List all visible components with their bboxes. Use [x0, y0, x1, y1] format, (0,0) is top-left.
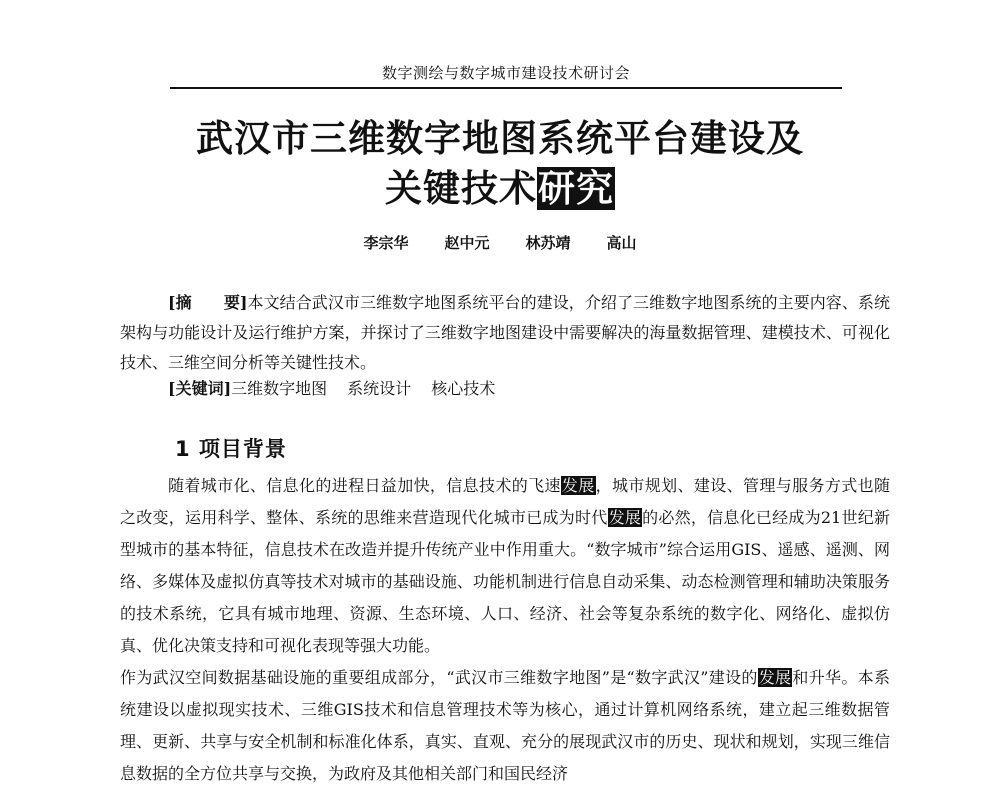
keywords-label: [关键词]: [168, 379, 232, 398]
text-run: 作为武汉空间数据基础设施的重要组成部分，“武汉市三维数字地图”是“数字武汉”建设的: [120, 668, 758, 687]
section-heading: 1 项目背景: [175, 437, 287, 461]
body-paragraph: [120, 470, 890, 662]
journal-header: 数字测绘与数字城市建设技术研讨会: [381, 64, 630, 82]
keyword: 三维数字地图: [231, 379, 328, 398]
keyword: 核心技术: [431, 379, 496, 398]
author: 李宗华: [363, 234, 409, 252]
title-highlight: 研究: [538, 167, 614, 210]
highlighted-term: 发展: [758, 668, 792, 687]
author-list: [330, 232, 670, 253]
paper-title-line-1: 武汉市三维数字地图系统平台建设及: [196, 117, 804, 160]
abstract-label: [摘 要]: [168, 293, 248, 312]
body-paragraph: [120, 662, 890, 790]
keywords: [168, 376, 868, 399]
paper-title-line-2: [100, 158, 900, 212]
header-rule: [170, 87, 842, 89]
highlighted-term: 发展: [561, 476, 595, 495]
abstract: [120, 288, 890, 378]
keyword: 系统设计: [347, 379, 412, 398]
text-run: 随着城市化、信息化的进程日益加快，信息技术的飞速: [168, 476, 561, 495]
text-run: 的必然，信息化已经成为21世纪新型城市的基本特征，信息技术在改造并提升传统产业中作用重大。“数字城市”综合运用GIS、遥感、遥测、网络、多媒体及虚拟仿真等技术对城市的基础设施、功能机制进行信息自动采集、动态检测管理和辅助决策服务的技术系统，它具有城市地理、资源、生态环境、人口、经济、社会等复杂系统的数字化、网络化、虚拟仿真、优化决策支持和可视化表现等强大功能。: [120, 508, 890, 655]
abstract-text: 本文结合武汉市三维数字地图系统平台的建设，介绍了三维数字地图系统的主要内容、系统架构与功能设计及运行维护方案，并探讨了三维数字地图建设中需要解决的海量数据管理、建模技术、可视化技术、三维空间分析等关键性技术。: [120, 293, 890, 372]
highlighted-term: 发展: [608, 508, 642, 527]
author: 高山: [606, 234, 637, 252]
section-body: [120, 470, 890, 790]
text-run: 和升华。本系统建设以虚拟现实技术、三维GIS技术和信息管理技术等为核心，通过计算机网络系统，建立起三维数据管理、更新、共享与安全机制和标准化体系，真实、直观、充分的展现武汉市的历史、现状和规划，实现三维信息数据的全方位共享与交换，为政府及其他相关部门和国民经济: [120, 668, 890, 783]
text-run: ，城市规划、建设、管理与服务方式也随之改变，运用科学、整体、系统的思维来营造现代化城市已成为时代: [120, 476, 890, 527]
title-text: 关键技术: [385, 167, 537, 210]
author: 赵中元: [444, 234, 490, 252]
abstract-paragraph: [120, 288, 890, 378]
author: 林苏靖: [525, 234, 571, 252]
